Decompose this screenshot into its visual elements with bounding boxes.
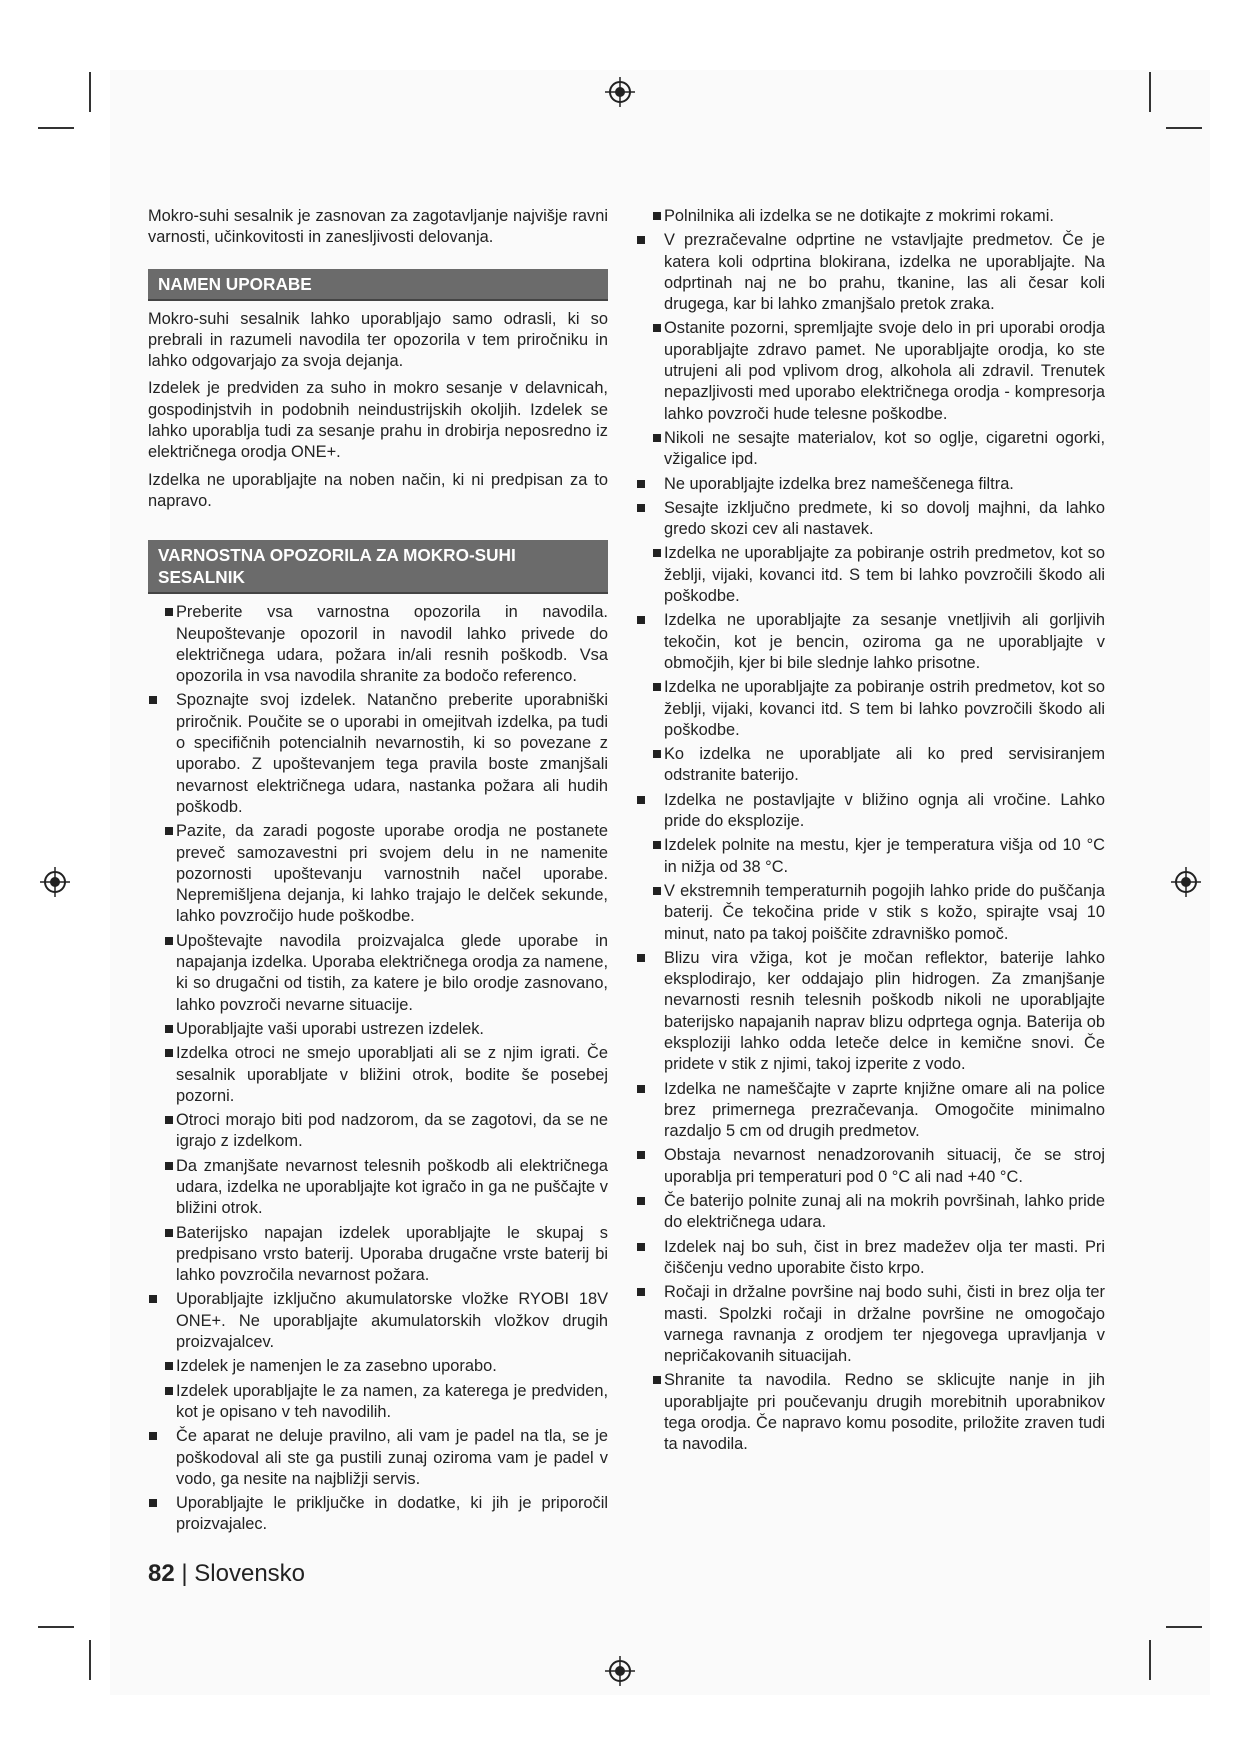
- bullet-icon: [653, 434, 661, 442]
- list-item: Uporabljajte izključno akumulatorske vložke RYOBI 18V ONE+. Ne uporabljajte akumulatorskih vložkov drugih proizvajalcev.: [148, 1289, 608, 1353]
- bullet-icon: [637, 954, 645, 962]
- footer-language: Slovensko: [194, 1560, 306, 1587]
- list-item: Sesajte izključno predmete, ki so dovolj majhni, da lahko gredo skozi cev ali nastavek.: [636, 498, 1105, 541]
- crop-mark-bottom-left-h: [38, 1626, 74, 1628]
- list-item: Izdelka ne uporabljajte za pobiranje ostrih predmetov, kot so žeblji, vijaki, kovanci itd. S tem bi lahko povzročili škodo ali poškodbe.: [636, 543, 1105, 607]
- list-item: Pazite, da zaradi pogoste uporabe orodja ne postanete preveč samozavestni pri svojem delu in ne namenite pozornosti upoštevanju varnostnih načel uporabe. Nepremišljena dejanja, ki lahko trajajo le delček sekunde, lahko povzročijo hude poškodbe.: [148, 821, 608, 927]
- bullet-icon: [149, 1499, 157, 1507]
- list-item: Uporabljajte le priključke in dodatke, ki jih je priporočil proizvajalec.: [148, 1493, 608, 1536]
- list-item: Izdelka ne uporabljajte za sesanje vnetljivih ali gorljivih tekočin, kot je bencin, oziroma ga ne uporabljajte v območjih, kjer bi bile slednje lahko prisotne.: [636, 610, 1105, 674]
- list-item: V ekstremnih temperaturnih pogojih lahko pride do puščanja baterij. Če tekočina pride v stik s kožo, spirajte vsaj 10 minut, nato pa takoj poiščite zdravniško pomoč.: [636, 881, 1105, 945]
- registration-mark-left-icon: [39, 866, 71, 898]
- bullet-icon: [637, 1288, 645, 1296]
- list-item: Če aparat ne deluje pravilno, ali vam je padel na tla, se je poškodoval ali ste ga pustili zunaj oziroma vam je padel v vodo, ga nesite na najbližji servis.: [148, 1426, 608, 1490]
- list-item: Obstaja nevarnost nenadzorovanih situacij, če se stroj uporablja pri temperaturi pod 0 °C ali nad +40 °C.: [636, 1145, 1105, 1188]
- crop-mark-top-right-h: [1166, 127, 1202, 129]
- bullet-icon: [165, 1362, 173, 1370]
- bullet-icon: [165, 1162, 173, 1170]
- crop-mark-bottom-left-v: [89, 1640, 91, 1680]
- list-item: Da zmanjšate nevarnost telesnih poškodb ali električnega udara, izdelka ne uporabljajte kot igračo in ga ne puščajte v bližini otrok.: [148, 1156, 608, 1220]
- list-item: Ne uporabljajte izdelka brez nameščenega filtra.: [636, 474, 1105, 495]
- bullet-icon: [165, 608, 173, 616]
- bullet-icon: [165, 937, 173, 945]
- paragraph: Izdelek je predviden za suho in mokro sesanje v delavnicah, gospodinjstvih in podobnih neindustrijskih okoljih. Izdelek se lahko uporablja tudi za sesanje prahu in drobirja neposredno iz električnega orodja ONE+.: [148, 379, 608, 462]
- list-item: Otroci morajo biti pod nadzorom, da se zagotovi, da se ne igrajo z izdelkom.: [148, 1110, 608, 1153]
- registration-mark-top-icon: [604, 76, 636, 108]
- bullet-icon: [149, 1432, 157, 1440]
- list-item: Ostanite pozorni, spremljajte svoje delo in pri uporabi orodja uporabljajte zdravo pamet. Ne uporabljajte orodja, ko ste utrujeni ali pod vplivom drog, alkohola ali zdravil. Trenutek nepazljivosti med uporabo električnega orodja - kompresorja lahko povzroči hude telesne poškodbe.: [636, 318, 1105, 424]
- bullet-icon: [637, 796, 645, 804]
- list-item: Spoznajte svoj izdelek. Natančno preberite uporabniški priročnik. Poučite se o uporabi in omejitvah izdelka, pa tudi o specifičnih potencialnih nevarnostih, ki so povezane z uporabo. Z upoštevanjem tega pravila boste zmanjšali nevarnost električnega udara, nastanka požara ali hudih poškodb.: [148, 690, 608, 818]
- footer-separator: |: [181, 1560, 188, 1587]
- bullet-icon: [653, 324, 661, 332]
- list-item: Izdelka otroci ne smejo uporabljati ali se z njim igrati. Če sesalnik uporabljate v bližini otrok, bodite še posebej pozorni.: [148, 1043, 608, 1107]
- bullet-icon: [637, 1243, 645, 1251]
- list-item: V prezračevalne odprtine ne vstavljajte predmetov. Če je katera koli odprtina blokirana, izdelka ne uporabljajte. Na odprtinah naj ne bo prahu, tkanine, las ali česar koli drugega, kar bi lahko zmanjšalo pretok zraka.: [636, 230, 1105, 315]
- bullet-icon: [653, 683, 661, 691]
- bullet-icon: [149, 696, 157, 704]
- bullet-icon: [637, 1197, 645, 1205]
- paragraph: Izdelka ne uporabljajte na noben način, ki ni predpisan za to napravo.: [148, 470, 608, 510]
- page-number: 82: [148, 1560, 175, 1587]
- crop-mark-bottom-right-h: [1166, 1626, 1202, 1628]
- bullet-icon: [637, 236, 645, 244]
- page-footer: [148, 1560, 305, 1588]
- right-column: [636, 206, 1105, 1459]
- list-item: Blizu vira vžiga, kot je močan reflektor, baterije lahko eksplodirajo, ker oddajajo plin hidrogen. Za zmanjšanje nevarnosti resnih telesnih poškodb nikoli ne uporabljajte baterijsko napajanih naprav blizu odprtega ognja. Baterija ob eksploziji lahko odda leteče delce in kemične snovi. Če pridete v stik z njimi, takoj izperite z vodo.: [636, 948, 1105, 1076]
- bullet-icon: [637, 1151, 645, 1159]
- list-item: Če baterijo polnite zunaj ali na mokrih površinah, lahko pride do električnega udara.: [636, 1191, 1105, 1234]
- bullet-icon: [165, 1229, 173, 1237]
- list-item: Baterijsko napajan izdelek uporabljajte le skupaj s predpisano vrsto baterij. Uporaba drugačne vrste baterij bi lahko povzročila nevarnost požara.: [148, 1223, 608, 1287]
- bullet-icon: [637, 480, 645, 488]
- bullet-icon: [165, 1049, 173, 1057]
- crop-mark-bottom-right-v: [1149, 1640, 1151, 1680]
- registration-mark-right-icon: [1170, 866, 1202, 898]
- list-item: Shranite ta navodila. Redno se sklicujte nanje in jih uporabljajte pri poučevanju drugih morebitnih uporabnikov tega orodja. Če napravo komu posodite, priložite zraven tudi ta navodila.: [636, 1370, 1105, 1455]
- crop-mark-top-right-v: [1149, 72, 1151, 112]
- list-item: Izdelek je namenjen le za zasebno uporabo.: [148, 1356, 608, 1377]
- list-item: Izdelek uporabljajte le za namen, za katerega je predviden, kot je opisano v teh navodilih.: [148, 1381, 608, 1424]
- bullet-icon: [637, 504, 645, 512]
- section-heading-safety-warnings: [148, 540, 608, 594]
- list-item: Izdelka ne postavljajte v bližino ognja ali vročine. Lahko pride do eksplozije.: [636, 790, 1105, 833]
- list-item: Ko izdelka ne uporabljate ali ko pred servisiranjem odstranite baterijo.: [636, 744, 1105, 787]
- crop-mark-top-left-h: [38, 127, 74, 129]
- bullet-icon: [653, 212, 661, 220]
- bullet-icon: [653, 841, 661, 849]
- registration-mark-bottom-icon: [604, 1655, 636, 1687]
- heading-line: VARNOSTNA OPOZORILA ZA MOKRO-SUHI: [158, 545, 516, 566]
- list-item: Preberite vsa varnostna opozorila in navodila. Neupoštevanje opozoril in navodil lahko privede do električnega udara, požara in/ali resnih poškodb. Vsa opozorila in vsa navodila shranite za bodočo referenco.: [148, 602, 608, 687]
- list-item: Ročaji in držalne površine naj bodo suhi, čisti in brez olja ter masti. Spolzki ročaji in držalne površine ne omogočajo varnega ravnanja z orodjem ter njegovega upravljanja v nepričakovanih situacijah.: [636, 1282, 1105, 1367]
- bullet-icon: [165, 1025, 173, 1033]
- intro-paragraph: Mokro-suhi sesalnik je zasnovan za zagotavljanje najvišje ravni varnosti, učinkovitosti in zanesljivosti delovanja.: [148, 207, 608, 247]
- bullet-icon: [653, 1376, 661, 1384]
- heading-line: SESALNIK: [158, 567, 245, 588]
- list-item: Nikoli ne sesajte materialov, kot so oglje, cigaretni ogorki, vžigalice ipd.: [636, 428, 1105, 471]
- left-column: [148, 206, 608, 1539]
- bullet-icon: [165, 827, 173, 835]
- list-item: Izdelek polnite na mestu, kjer je temperatura višja od 10 °C in nižja od 38 °C.: [636, 835, 1105, 878]
- crop-mark-top-left-v: [89, 72, 91, 112]
- bullet-icon: [653, 549, 661, 557]
- list-item: Izdelek naj bo suh, čist in brez madežev olja ter masti. Pri čiščenju vedno uporabite čisto krpo.: [636, 1237, 1105, 1280]
- bullet-icon: [637, 1085, 645, 1093]
- list-item: Uporabljajte vaši uporabi ustrezen izdelek.: [148, 1019, 608, 1040]
- paragraph: Mokro-suhi sesalnik lahko uporabljajo samo odrasli, ki so prebrali in razumeli navodila ter opozorila v tem priročniku in lahko odgovarjajo za svoja dejanja.: [148, 309, 608, 371]
- section-heading-intended-use: NAMEN UPORABE: [148, 269, 608, 301]
- bullet-icon: [165, 1116, 173, 1124]
- bullet-icon: [653, 887, 661, 895]
- list-item: Upoštevajte navodila proizvajalca glede uporabe in napajanja izdelka. Uporaba električnega orodja za namene, ki so drugačni od tistih, za katere je bilo orodje zasnovano, lahko povzroči nevarne situacije.: [148, 931, 608, 1016]
- list-item: Polnilnika ali izdelka se ne dotikajte z mokrimi rokami.: [636, 206, 1105, 227]
- list-item: Izdelka ne uporabljajte za pobiranje ostrih predmetov, kot so žeblji, vijaki, kovanci itd. S tem bi lahko povzročili škodo ali poškodbe.: [636, 677, 1105, 741]
- list-item: Izdelka ne nameščajte v zaprte knjižne omare ali na police brez primernega prezračevanja. Omogočite minimalno razdaljo 5 cm od drugih predmetov.: [636, 1079, 1105, 1143]
- bullet-icon: [165, 1387, 173, 1395]
- bullet-icon: [637, 616, 645, 624]
- bullet-icon: [149, 1295, 157, 1303]
- bullet-icon: [653, 750, 661, 758]
